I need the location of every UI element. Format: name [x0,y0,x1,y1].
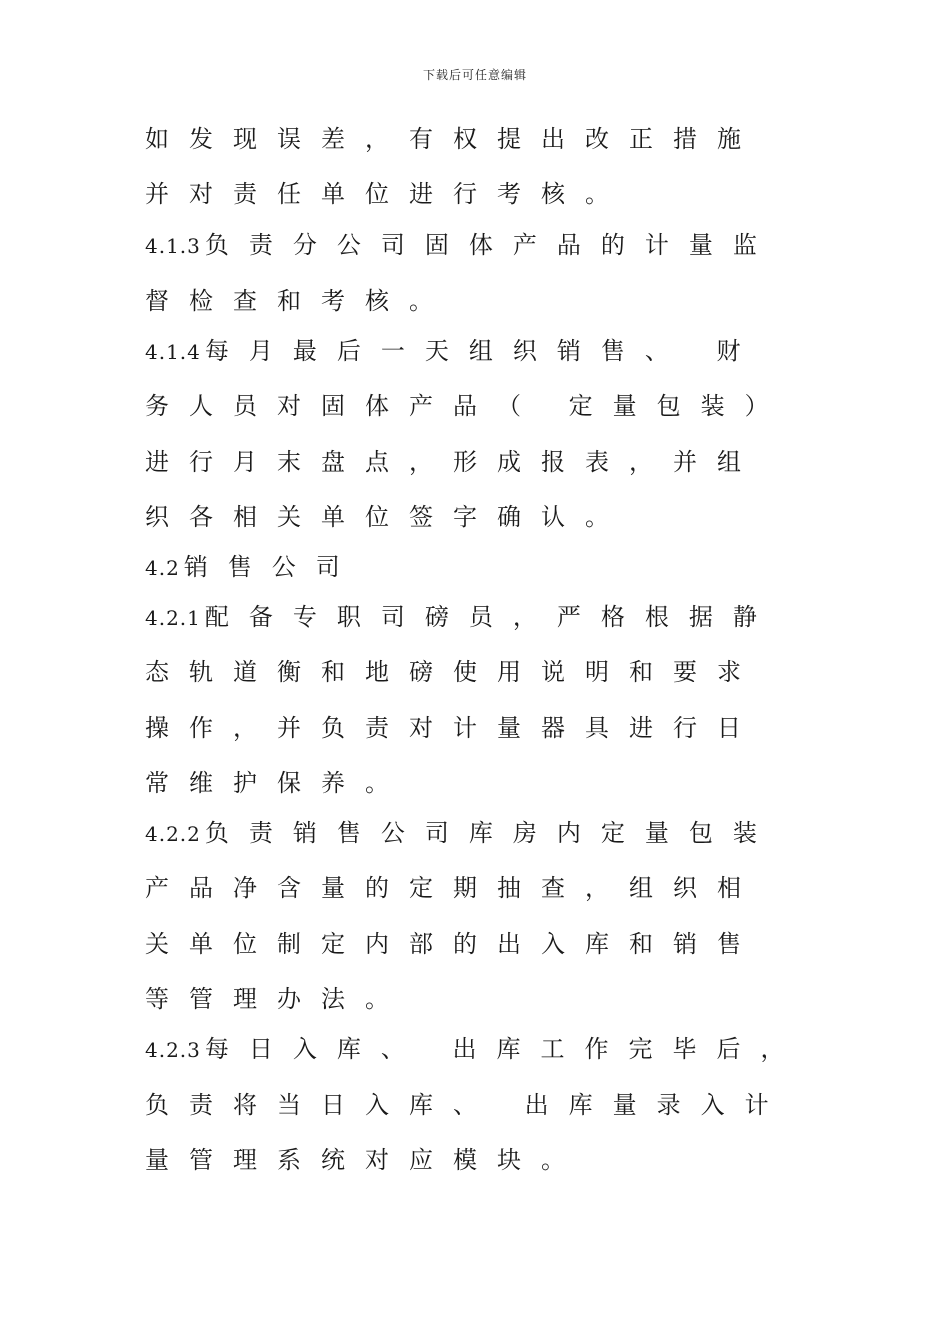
numbered-line [145,1032,805,1067]
clause-text: 每日入库、 出库工作完毕后， [204,1035,805,1063]
paragraph-line: 织各相关单位签字确认。 [145,503,629,531]
clause-number: 4.2.1 [145,606,201,630]
paragraph-line: 操作，并负责对计量器具进行日 [145,714,761,742]
paragraph-line: 如发现误差，有权提出改正措施 [145,125,761,153]
numbered-line [145,600,777,635]
paragraph-line: 督检查和考核。 [145,287,453,315]
clause-text: 负责分公司固体产品的计量监 [204,231,777,259]
paragraph-line: 负责将当日入库、 出库量录入计 [145,1091,789,1119]
clause-text: 负责销售公司库房内定量包装 [204,819,777,847]
numbered-line [145,228,777,263]
clause-number: 4.2 [145,556,180,580]
clause-number: 4.1.4 [145,340,201,364]
clause-text: 每月最后一天组织销售、 财 [204,337,761,365]
paragraph-line: 等管理办法。 [145,985,409,1013]
paragraph-line: 进行月末盘点，形成报表，并组 [145,448,761,476]
clause-text: 配备专职司磅员，严格根据静 [204,603,777,631]
numbered-line [145,334,761,369]
clause-number: 4.1.3 [145,234,201,258]
paragraph-line: 量管理系统对应模块。 [145,1146,585,1174]
section-heading [145,550,360,585]
paragraph-line: 关单位制定内部的出入库和销售 [145,930,761,958]
paragraph-line: 常维护保养。 [145,769,409,797]
paragraph-line: 务人员对固体产品（ 定量包装） [145,392,789,420]
numbered-line [145,816,777,851]
page-header: 下载后可任意编辑 [422,68,527,82]
paragraph-line: 态轨道衡和地磅使用说明和要求 [145,658,761,686]
paragraph-line: 并对责任单位进行考核。 [145,180,629,208]
clause-number: 4.2.3 [145,1038,201,1062]
clause-number: 4.2.2 [145,822,201,846]
clause-text: 销售公司 [183,553,360,581]
paragraph-line: 产品净含量的定期抽查，组织相 [145,874,761,902]
